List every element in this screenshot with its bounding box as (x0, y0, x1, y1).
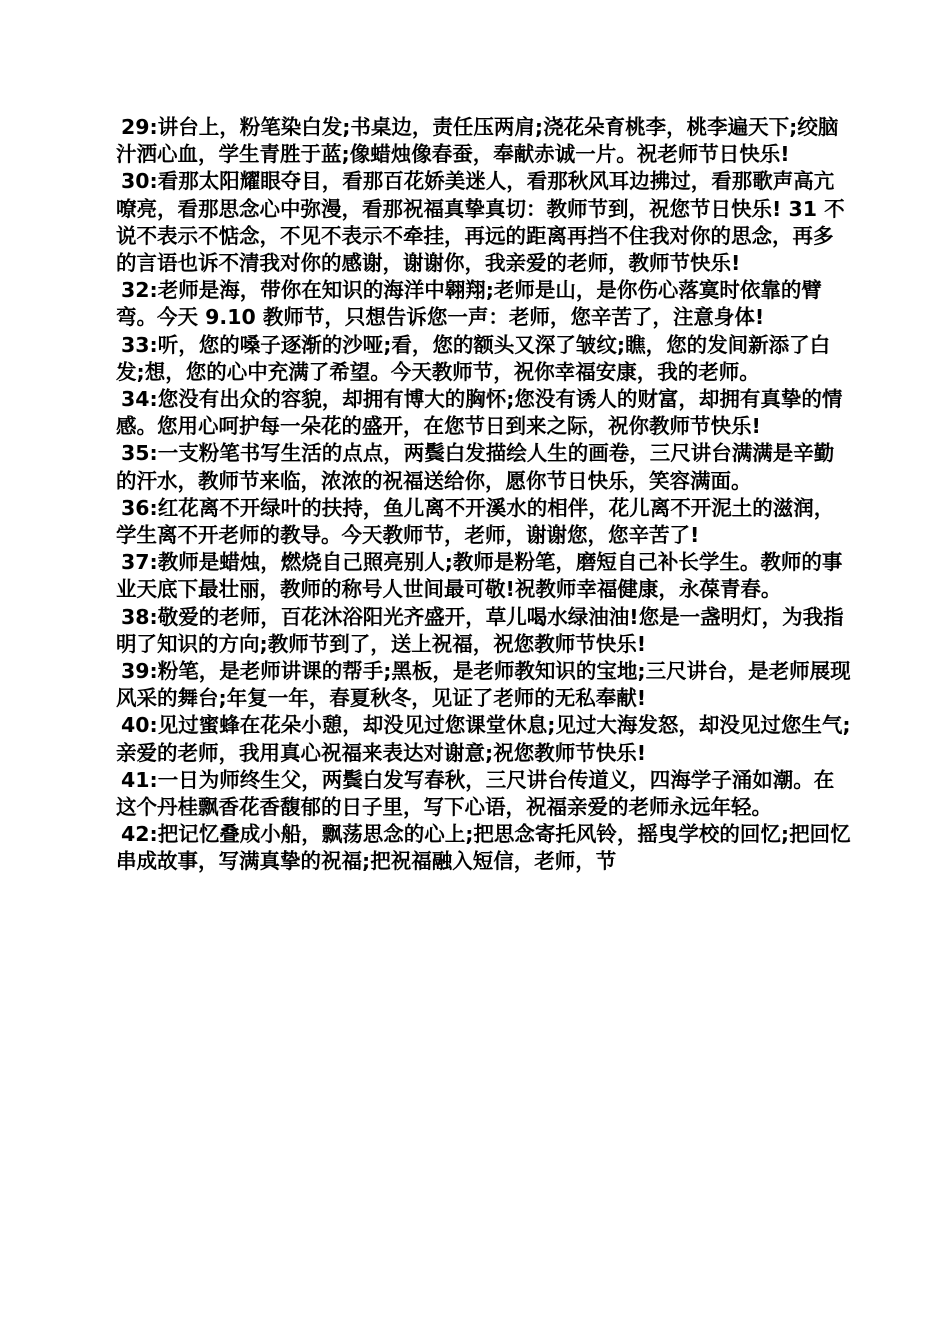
paragraph-42: 42:把记忆叠成小船，飘荡思念的心上;把思念寄托风铃，摇曳学校的回忆;把回忆串成故事，写满真挚的祝福;把祝福融入短信，老师，节 (116, 822, 851, 874)
paragraph-39: 39:粉笔，是老师讲课的帮手;黑板，是老师教知识的宝地;三尺讲台，是老师展现风采的舞台;年复一年，春夏秋冬，见证了老师的无私奉献! (116, 659, 851, 711)
paragraph-36: 36:红花离不开绿叶的扶持，鱼儿离不开溪水的相伴，花儿离不开泥土的滋润，学生离不开老师的教导。今天教师节，老师，谢谢您，您辛苦了! (116, 495, 835, 548)
paragraph-37: 37:教师是蜡烛，燃烧自己照亮别人;教师是粉笔，磨短自己补长学生。教师的事业天底下最壮丽，教师的称号人世间最可敬!祝教师幸福健康，永葆青春。 (116, 550, 843, 602)
paragraph-41: 41:一日为师终生父，两鬓白发写春秋，三尺讲台传道义，四海学子涌如潮。在这个丹桂飘香花香馥郁的日子里，写下心语，祝福亲爱的老师永远年轻。 (116, 767, 835, 820)
document-body (116, 114, 851, 876)
paragraph-35: 35:一支粉笔书写生活的点点，两鬓白发描绘人生的画卷，三尺讲台满满是辛勤的汗水，教师节来临，浓浓的祝福送给你，愿你节日快乐，笑容满面。 (116, 441, 835, 493)
paragraph-33: 33:听，您的嗓子逐渐的沙哑;看，您的额头又深了皱纹;瞧，您的发间新添了白发;想，您的心中充满了希望。今天教师节，祝你幸福安康，我的老师。 (116, 332, 831, 384)
paragraph-34: 34:您没有出众的容貌，却拥有博大的胸怀;您没有诱人的财富，却拥有真挚的情感。您用心呵护每一朵花的盛开，在您节日到来之际，祝你教师节快乐! (116, 387, 843, 439)
paragraph-29: 29:讲台上，粉笔染白发;书桌边，责任压两肩;浇花朵育桃李，桃李遍天下;绞脑汁洒心血，学生青胜于蓝;像蜡烛像春蚕，奉献赤诚一片。祝老师节日快乐! (116, 115, 839, 167)
paragraph-32: 32:老师是海，带你在知识的海洋中翱翔;老师是山，是你伤心落寞时依靠的臂弯。今天 9.10 教师节，只想告诉您一声：老师，您辛苦了，注意身体! (116, 278, 822, 330)
paragraph-38: 38:敬爱的老师，百花沐浴阳光齐盛开，草儿喝水绿油油!您是一盏明灯，为我指明了知识的方向;教师节到了，送上祝福，祝您教师节快乐! (116, 604, 844, 656)
paragraph-30: 30:看那太阳耀眼夺目，看那百花娇美迷人，看那秋风耳边拂过，看那歌声高亢嘹亮，看那思念心中弥漫，看那祝福真挚真切：教师节到，祝您节日快乐! 31 不说不表示不惦念，不见不表示不牵挂，再远的距离再挡不住我对你的思念，再多的言语也诉不清我对你的感谢，谢谢你，我亲爱的老师，教师节快乐! (116, 169, 845, 276)
paragraph-40: 40:见过蜜蜂在花朵小憩，却没见过您课堂休息;见过大海发怒，却没见过您生气;亲爱的老师，我用真心祝福来表达对谢意;祝您教师节快乐! (116, 713, 851, 765)
